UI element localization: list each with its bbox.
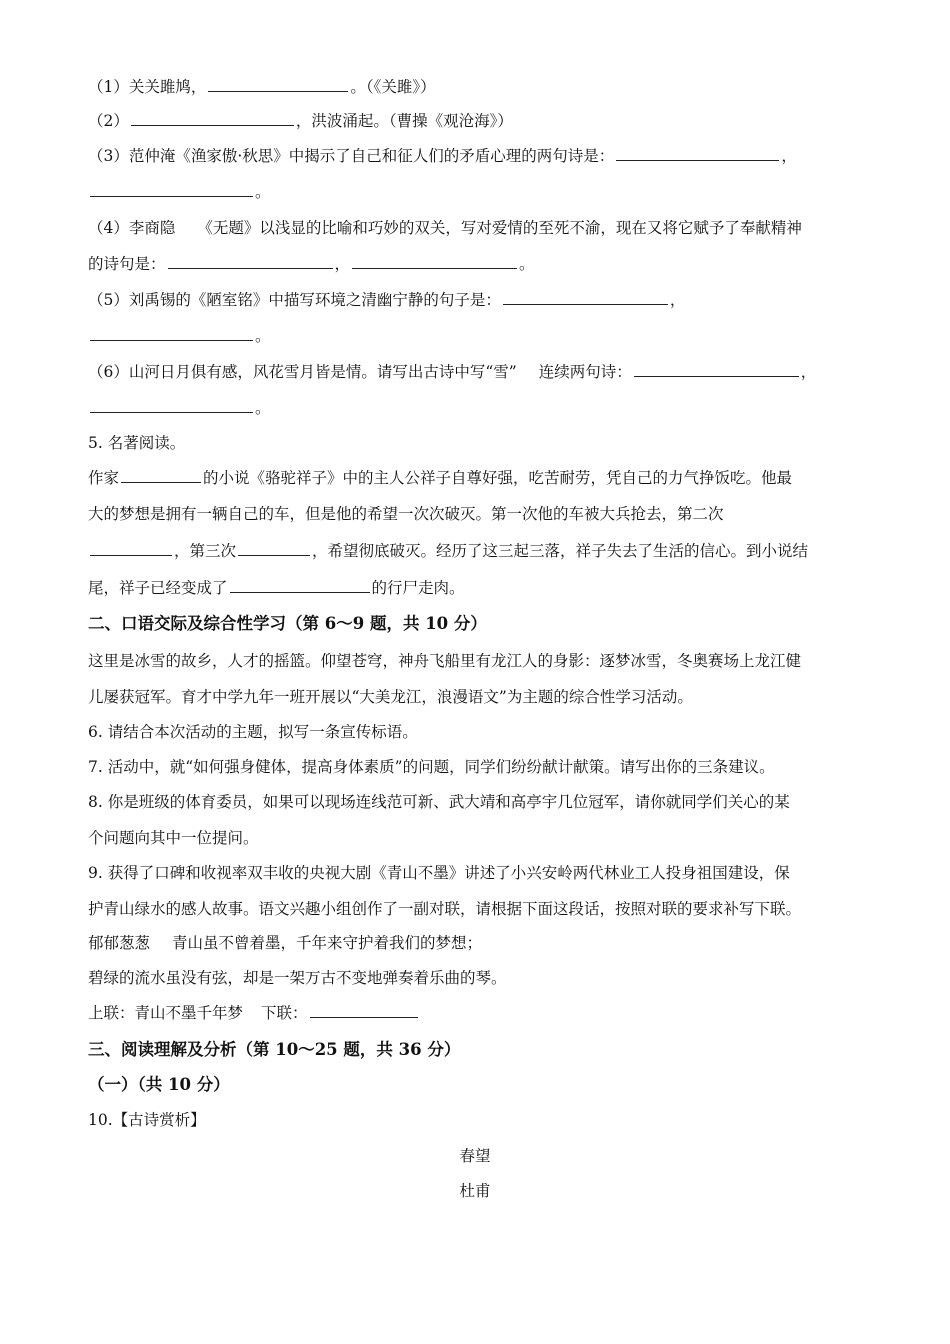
item-text: 李商隐 — [128, 219, 176, 237]
item-text: ， — [334, 255, 351, 273]
answer-blank[interactable] — [131, 111, 294, 126]
q4-item-3-cont — [88, 181, 862, 203]
item-text: ，希望彻底破灭。经历了这三起三落，祥子失去了生活的信心。到小说结 — [312, 542, 809, 560]
item-text: 的小说《骆驼祥子》中的主人公祥子自尊好强，吃苦耐劳，凭自己的力气挣饭吃。他最 — [203, 469, 793, 487]
answer-blank[interactable] — [208, 77, 348, 92]
item-text: 连续两句诗： — [538, 363, 632, 381]
q5-line-1 — [88, 467, 862, 489]
question-9-line-2: 护青山绿水的感人故事。语文兴趣小组创作了一副对联，请根据下面这段话，按照对联的要求补写下联。 — [88, 900, 802, 918]
answer-blank[interactable] — [90, 541, 172, 556]
item-text: ， — [669, 291, 686, 309]
section-3-sub: （一）（共 10 分） — [88, 1075, 230, 1094]
item-number: （4） — [88, 219, 129, 237]
item-number: （3） — [88, 147, 129, 165]
answer-blank[interactable] — [310, 1003, 418, 1018]
question-9-line-3 — [88, 932, 862, 954]
item-text: 青山虽不曾着墨，千年来守护着我们的梦想； — [172, 934, 483, 952]
item-text: 。 — [255, 183, 271, 201]
q5-line-4 — [88, 577, 862, 599]
poem-author: 杜甫 — [459, 1182, 491, 1200]
item-text: ， — [800, 363, 817, 381]
answer-blank[interactable] — [634, 362, 799, 377]
item-text: 。 — [519, 255, 535, 273]
item-text: ，洪波涌起。（曹操《观沧海》） — [295, 112, 513, 130]
q4-item-6-cont — [88, 397, 862, 419]
item-text: 山河日月俱有感，风花雪月皆是情。请写出古诗中写“雪” — [128, 363, 517, 381]
question-8-line-2: 个问题向其中一位提问。 — [88, 829, 259, 847]
item-text: 。（《关雎》） — [350, 78, 436, 96]
item-text: ， — [781, 147, 797, 165]
poem-title: 春望 — [459, 1147, 491, 1165]
item-text: 范仲淹《渔家傲·秋思》中揭示了自己和征人们的矛盾心理的两句诗是： — [128, 147, 615, 165]
item-text: 的行尸走肉。 — [371, 579, 465, 597]
answer-blank[interactable] — [352, 254, 517, 269]
question-9-line-1: 9. 获得了口碑和收视率双丰收的央视大剧《青山不墨》讲述了小兴安岭两代林业工人投身祖国建设，保 — [88, 864, 790, 882]
answer-blank[interactable] — [168, 254, 333, 269]
item-text: 《无题》以浅显的比喻和巧妙的双关，写对爱情的至死不渝，现在又将它赋予了奉献精神 — [197, 219, 802, 237]
section-2-intro-1: 这里是冰雪的故乡，人才的摇篮。仰望苍穹，神舟飞船里有龙江人的身影：逐梦冰雪，冬奥赛场上龙江健 — [88, 652, 802, 670]
question-9-couplet — [88, 1002, 862, 1024]
item-text: ，第三次 — [174, 542, 237, 560]
question-9-line-4: 碧绿的流水虽没有弦，却是一架万古不变地弹奏着乐曲的琴。 — [88, 969, 507, 987]
answer-blank[interactable] — [90, 398, 253, 413]
item-text: 关关雎鸠， — [128, 78, 207, 96]
item-text: 作家 — [88, 469, 120, 487]
item-text: 尾，祥子已经变成了 — [88, 579, 228, 597]
q4-item-6 — [88, 361, 862, 383]
q4-item-4-cont — [88, 253, 862, 275]
item-number: （1） — [88, 78, 129, 96]
item-text: 的诗句是： — [88, 255, 166, 273]
question-8-line-1: 8. 你是班级的体育委员，如果可以现场连线范可新、武大靖和高亭宇几位冠军，请你就同学们关心的某 — [88, 793, 790, 811]
item-number: （6） — [88, 363, 129, 381]
question-6: 6. 请结合本次活动的主题，拟写一条宣传标语。 — [88, 723, 418, 741]
upper-couplet: 上联：青山不墨千年梦 — [88, 1004, 244, 1022]
lower-couplet-label: 下联： — [261, 1004, 308, 1022]
q5-line-2: 大的梦想是拥有一辆自己的车，但是他的希望一次次破灭。第一次他的车被大兵抢去，第二次 — [88, 505, 724, 523]
answer-blank[interactable] — [121, 468, 201, 483]
answer-blank[interactable] — [503, 290, 668, 305]
q4-item-3 — [88, 145, 862, 167]
answer-blank[interactable] — [230, 578, 370, 593]
answer-blank[interactable] — [90, 182, 253, 197]
q5-line-3 — [88, 540, 862, 562]
answer-blank[interactable] — [90, 326, 253, 341]
question-7: 7. 活动中，就“如何强身健体，提高身体素质”的问题，同学们纷纷献计献策。请写出你的三条建议。 — [88, 758, 775, 776]
item-number: （2） — [88, 112, 129, 130]
q4-item-5-cont — [88, 325, 862, 347]
q4-item-2 — [88, 110, 862, 132]
q4-item-1 — [88, 76, 862, 98]
answer-blank[interactable] — [616, 146, 779, 161]
section-3-heading: 三、阅读理解及分析（第 10～25 题，共 36 分） — [88, 1040, 461, 1059]
item-text: 刘禹锡的《陋室铭》中描写环境之清幽宁静的句子是： — [128, 291, 501, 309]
item-text: 郁郁葱葱 — [88, 934, 151, 952]
section-2-intro-2: 儿屡获冠军。育才中学九年一班开展以“大美龙江，浪漫语文”为主题的综合性学习活动。 — [88, 688, 693, 706]
question-10: 10.【古诗赏析】 — [88, 1111, 206, 1129]
q4-item-4 — [88, 217, 862, 239]
item-text: 。 — [255, 399, 271, 417]
section-2-heading: 二、口语交际及综合性学习（第 6～9 题，共 10 分） — [88, 614, 487, 633]
item-number: （5） — [88, 291, 129, 309]
q5-title: 5. 名著阅读。 — [88, 434, 186, 452]
answer-blank[interactable] — [238, 541, 310, 556]
q4-item-5 — [88, 289, 862, 311]
item-text: 。 — [255, 327, 271, 345]
